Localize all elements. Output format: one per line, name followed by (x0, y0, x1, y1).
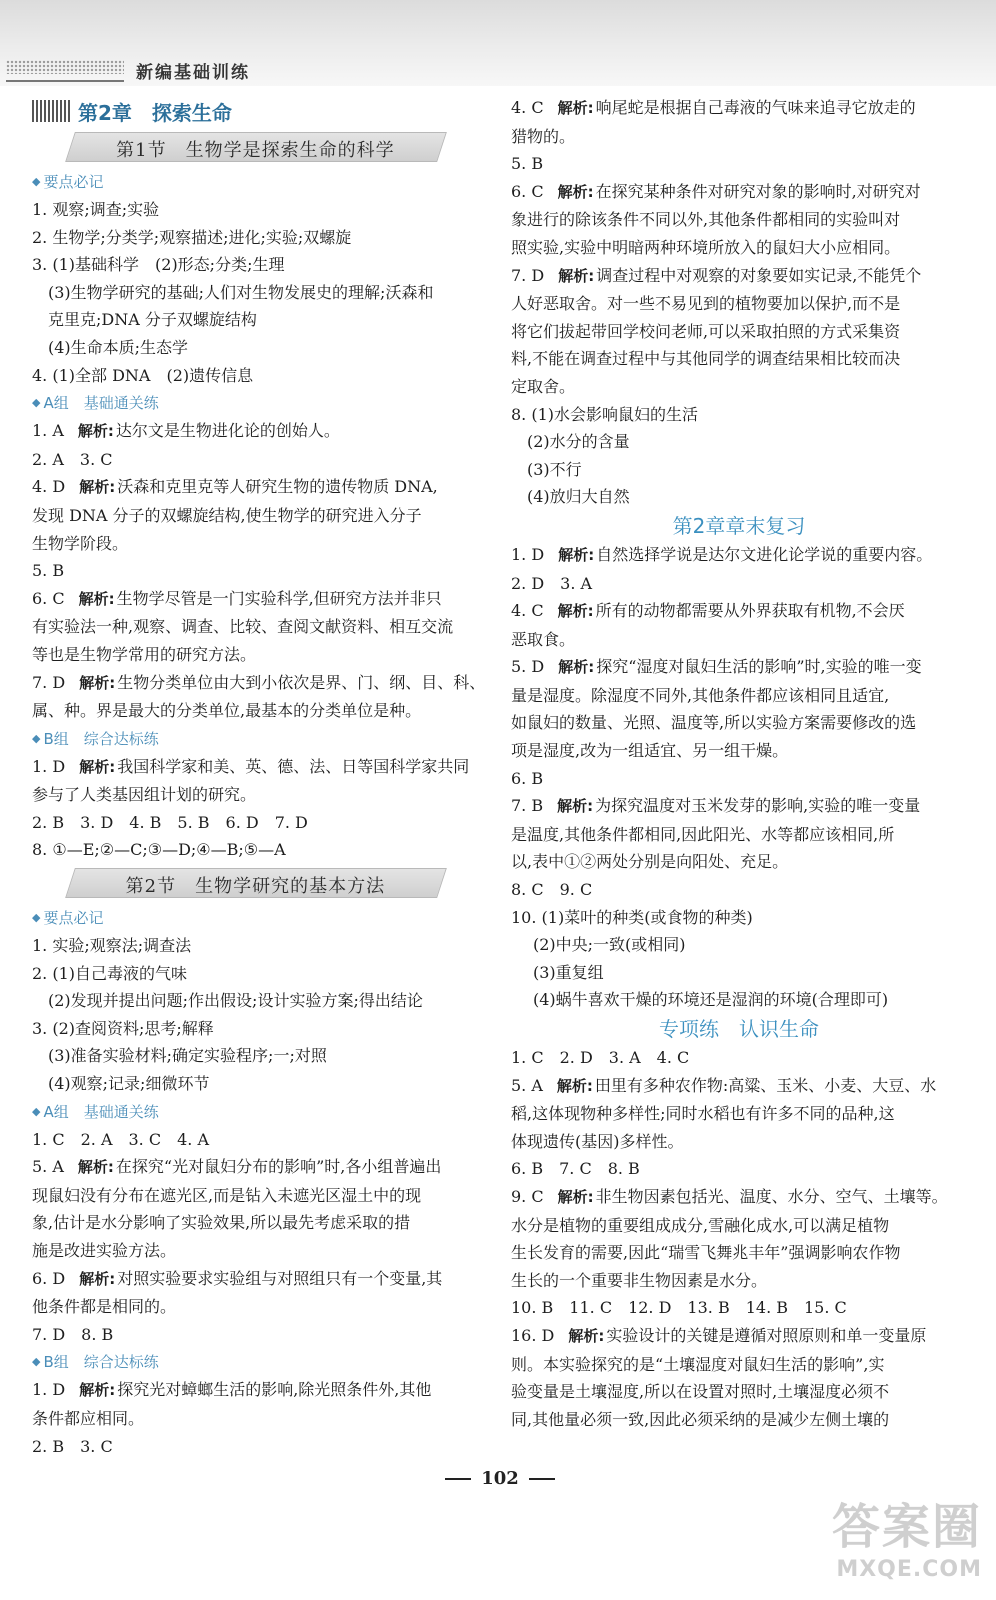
answer-key: 9. C (511, 1186, 544, 1206)
explanation-line: 等也是生物学常用的研究方法。 (32, 644, 257, 664)
answer-key: 5. A (32, 1157, 64, 1177)
explanation-text: 我国科学家和美、英、德、法、日等国科学家共同 (117, 756, 470, 776)
page-number (430, 1468, 570, 1489)
explanation-text: 所有的动物都需要从外界获取有机物,不会厌 (595, 601, 905, 621)
subheading-label: A组 基础通关练 (43, 394, 159, 413)
answer-line (511, 792, 967, 821)
answer-key: 7. B (511, 796, 544, 816)
explanation-label: 解析: (77, 422, 114, 441)
chapter-title: 第2章 探索生命 (78, 100, 232, 125)
explanation-line: 参与了人类基因组计划的研究。 (32, 785, 257, 805)
explanation-text: 沃森和克里克等人研究生物的遗传物质 DNA, (117, 477, 438, 497)
answer-line: 2. B 3. C (32, 1436, 113, 1456)
answer-line (32, 753, 492, 782)
diamond-icon: ◆ (32, 396, 41, 410)
explanation-line: 将它们拔起带回学校问老师,可以采取拍照的方式采集资 (511, 321, 901, 341)
explanation-line: 发现 DNA 分子的双螺旋结构,使生物学的研究进入分子 (32, 505, 422, 525)
answer-line (511, 1072, 967, 1101)
answer-key: 7. D (32, 672, 66, 692)
explanation-text: 达尔文是生物进化论的创始人。 (115, 421, 340, 441)
explanation-label: 解析: (79, 1381, 116, 1400)
explanation-text: 生物分类单位由大到小依次是界、门、纲、目、科、 (117, 672, 486, 692)
left-column (32, 94, 492, 1460)
answer-line: 2. B 3. D 4. B 5. B 6. D 7. D (32, 812, 308, 832)
page-number-dash (445, 1478, 471, 1480)
explanation-label: 解析: (79, 757, 116, 776)
explanation-label: 解析: (79, 1269, 116, 1288)
answer-line: 6. B 7. C 8. B (511, 1159, 640, 1179)
explanation-text: 生物学尽管是一门实验科学,但研究方法并非只 (116, 588, 442, 608)
section-banner-1 (65, 132, 447, 162)
explanation-text: 调查过程中对观察的对象要如实记录,不能凭个 (596, 265, 922, 285)
explanation-line: 生长发育的需要,因此“瑞雪飞舞兆丰年”强调影响农作物 (511, 1243, 901, 1263)
answer-line: 1. C 2. A 3. C 4. A (32, 1129, 210, 1149)
explanation-label: 解析: (557, 602, 594, 621)
section-banner-2 (65, 868, 447, 898)
explanation-label: 解析: (557, 182, 594, 201)
diamond-icon: ◆ (32, 175, 41, 188)
answer-key: 1. A (32, 421, 64, 441)
explanation-text: 为探究温度对玉米发芽的影响,实验的唯一变量 (595, 796, 921, 816)
page-number-text: 102 (481, 1468, 519, 1489)
chapter-heading (32, 94, 492, 128)
explanation-label: 解析: (558, 266, 595, 285)
answer-key: 1. D (32, 1380, 66, 1400)
answer-line (32, 1376, 492, 1405)
watermark-url: MXQE.COM (836, 1557, 982, 1582)
answer-line: (2)中央;一致(或相同) (533, 935, 686, 955)
explanation-label: 解析: (79, 478, 116, 497)
explanation-text: 响尾蛇是根据自己毒液的气味来追寻它放走的 (595, 98, 916, 117)
answer-line (32, 1153, 492, 1182)
review-title: 第2章章末复习 (672, 513, 806, 538)
section-title-1: 第1节 生物学是探索生命的科学 (116, 140, 395, 161)
explanation-line: 是温度,其他条件都相同,因此阳光、水等都应该相同,所 (511, 824, 895, 844)
diamond-icon: ◆ (32, 731, 41, 745)
explanation-line: 稻,这体现物种多样性;同时水稻也有许多不同的品种,这 (511, 1104, 895, 1124)
explanation-label: 解析: (558, 545, 595, 564)
subheading-label: A组 基础通关练 (43, 1102, 159, 1121)
explanation-text: 非生物因素包括光、温度、水分、空气、土壤等。 (595, 1186, 948, 1206)
explanation-text: 实验设计的关键是遵循对照原则和单一变量原 (606, 1325, 927, 1345)
subheading-key-points (32, 168, 492, 196)
watermark-logo: 答案圈 (831, 1499, 982, 1555)
answer-line (511, 653, 967, 682)
subheading-label: B组 综合达标练 (43, 729, 159, 748)
answer-line: 1. 实验;观察法;调查法 (32, 936, 192, 956)
answer-line (32, 473, 492, 502)
explanation-line: 项是湿度,改为一组适宜、另一组干燥。 (511, 741, 789, 761)
page-number-dash (529, 1478, 555, 1480)
answer-line: (3)准备实验材料;确定实验程序;一;对照 (48, 1046, 327, 1066)
answer-key: 5. A (511, 1075, 543, 1095)
explanation-label: 解析: (79, 673, 116, 692)
explanation-line: 人好恶取舍。对一些不易见到的植物要加以保护,而不是 (511, 294, 901, 314)
answer-line: 8. C 9. C (511, 880, 593, 900)
answer-line (511, 1183, 967, 1212)
answer-line: 4. (1)全部 DNA (2)遗传信息 (32, 365, 254, 385)
explanation-text: 探究“湿度对鼠妇生活的影响”时,实验的唯一变 (596, 657, 922, 677)
subheading-group-b (32, 725, 492, 753)
explanation-text: 在探究“光对鼠妇分布的影响”时,各小组普遍出 (115, 1157, 442, 1177)
answer-line (511, 262, 967, 291)
answer-line (511, 597, 967, 626)
answer-line: 8. (1)水会影响鼠妇的生活 (511, 404, 699, 424)
subheading-label: B组 综合达标练 (43, 1353, 159, 1372)
answer-line: 10. (1)菜叶的种类(或食物的种类) (511, 907, 753, 927)
answer-line: (3)重复组 (533, 962, 604, 982)
answer-line: 8. ①—E;②—C;③—D;④—B;⑤—A (32, 840, 286, 860)
explanation-label: 解析: (557, 797, 594, 816)
section-title-2: 第2节 生物学研究的基本方法 (125, 876, 386, 898)
explanation-line: 现鼠妇没有分布在遮光区,而是钻入未遮光区湿土中的现 (32, 1185, 422, 1205)
explanation-text: 探究光对蟑螂生活的影响,除光照条件外,其他 (117, 1380, 432, 1400)
watermark (832, 1488, 982, 1582)
answer-line (32, 585, 492, 614)
answer-line: 2. 生物学;分类学;观察描述;进化;实验;双螺旋 (32, 227, 352, 247)
subheading-group-b-2 (32, 1348, 492, 1376)
answer-key: 6. C (511, 181, 544, 201)
diamond-icon: ◆ (32, 1355, 41, 1369)
answer-line: 1. 观察;调查;实验 (32, 200, 160, 219)
explanation-line: 量是湿度。除湿度不同外,其他条件都应该相同且适宜, (511, 685, 890, 705)
answer-key: 6. D (32, 1268, 66, 1288)
explanation-line: 猎物的。 (511, 126, 576, 146)
header-rule (6, 80, 124, 82)
subheading-label: 要点必记 (43, 173, 104, 191)
explanation-line: 象,估计是水分影响了实验效果,所以最先考虑采取的措 (32, 1213, 411, 1233)
answer-key: 4. C (511, 601, 544, 621)
series-title: 新编基础训练 (136, 63, 250, 83)
explanation-label: 解析: (556, 1076, 593, 1095)
explanation-line: 水分是植物的重要组成成分,雪融化成水,可以满足植物 (511, 1215, 890, 1235)
explanation-line: 他条件都是相同的。 (32, 1297, 177, 1317)
answer-line: (2)发现并提出问题;作出假设;设计实验方案;得出结论 (48, 991, 423, 1011)
answer-key: 5. D (511, 657, 545, 677)
explanation-text: 田里有多种农作物:高粱、玉米、小麦、大豆、水 (594, 1075, 937, 1095)
explanation-label: 解析: (557, 99, 594, 117)
subheading-label: 要点必记 (43, 909, 104, 928)
answer-line (32, 1265, 492, 1294)
header-dot-pattern (6, 60, 124, 74)
answer-line: 1. C 2. D 3. A 4. C (511, 1048, 690, 1067)
explanation-line: 条件都应相同。 (32, 1408, 145, 1428)
explanation-label: 解析: (77, 1158, 114, 1177)
special-title: 专项练 认识生命 (659, 1017, 819, 1041)
answer-line: (3)不行 (527, 459, 582, 479)
answer-line (511, 1322, 967, 1351)
answer-line (511, 541, 967, 570)
answer-line: 7. D 8. B (32, 1324, 114, 1344)
subheading-group-a-2 (32, 1098, 492, 1126)
answer-key: 1. D (32, 756, 66, 776)
answer-line: (4)生命本质;生态学 (48, 337, 189, 357)
explanation-line: 定取舍。 (511, 376, 576, 396)
answer-line: 2. D 3. A (511, 573, 593, 593)
answer-line: (4)蜗牛喜欢干燥的环境还是湿润的环境(合理即可) (533, 990, 889, 1010)
explanation-text: 自然选择学说是达尔文进化论学说的重要内容。 (596, 544, 933, 564)
explanation-label: 解析: (558, 658, 595, 677)
answer-key: 6. C (32, 588, 65, 608)
explanation-label: 解析: (557, 1187, 594, 1206)
answer-key: 7. D (511, 265, 545, 285)
explanation-line: 生长的一个重要非生物因素是水分。 (511, 1270, 768, 1290)
answer-line: (2)水分的含量 (527, 432, 630, 452)
answer-line (511, 94, 967, 123)
answer-line: 5. B (32, 561, 65, 581)
answer-line: 3. (1)基础科学 (2)形态;分类;生理 (32, 255, 285, 275)
explanation-line: 验变量是土壤湿度,所以在设置对照时,土壤湿度必须不 (511, 1382, 890, 1402)
explanation-line: 有实验法一种,观察、调查、比较、查阅文献资料、相互交流 (32, 617, 454, 637)
answer-line (511, 178, 967, 207)
answer-line: (3)生物学研究的基础;人们对生物发展史的理解;沃森和 (48, 282, 434, 302)
answer-line (32, 417, 492, 446)
answer-line: 5. B (511, 154, 544, 174)
explanation-line: 恶取食。 (511, 629, 576, 649)
explanation-line: 象进行的除该条件不同以外,其他条件都相同的实验叫对 (511, 210, 901, 230)
answer-key: 16. D (511, 1325, 555, 1345)
answer-line: 2. A 3. C (32, 449, 113, 469)
answer-line (32, 669, 492, 698)
right-column (511, 94, 967, 1433)
diamond-icon: ◆ (32, 1104, 41, 1118)
subheading-group-a (32, 389, 492, 417)
answer-line: 3. (2)查阅资料;思考;解释 (32, 1018, 214, 1038)
explanation-label: 解析: (78, 589, 115, 608)
explanation-line: 料,不能在调查过程中与其他同学的调查结果相比较而决 (511, 349, 901, 369)
answer-key: 4. C (511, 98, 544, 117)
explanation-line: 属、种。界是最大的分类单位,最基本的分类单位是种。 (32, 701, 422, 721)
explanation-line: 生物学阶段。 (32, 533, 129, 553)
chapter-bars-icon (32, 100, 70, 122)
explanation-line: 同,其他量必须一致,因此必须采纳的是减少左侧土壤的 (511, 1409, 890, 1429)
explanation-line: 如鼠妇的数量、光照、温度等,所以实验方案需要修改的选 (511, 713, 917, 733)
answer-line: 10. B 11. C 12. D 13. B 14. B 15. C (511, 1298, 847, 1318)
explanation-text: 在探究某种条件对研究对象的影响时,对研究对 (595, 181, 921, 201)
answer-line: (4)放归大自然 (527, 487, 630, 507)
diamond-icon: ◆ (32, 911, 41, 925)
answer-line: 2. (1)自己毒液的气味 (32, 963, 188, 983)
explanation-line: 施是改进实验方法。 (32, 1241, 177, 1260)
answer-line: 6. B (511, 768, 544, 788)
subheading-key-points-2 (32, 904, 492, 932)
answer-key: 1. D (511, 544, 545, 564)
answer-line: (4)观察;记录;细微环节 (48, 1074, 210, 1094)
explanation-line: 以,表中①②两处分别是向阳处、充足。 (511, 852, 789, 872)
explanation-text: 对照实验要求实验组与对照组只有一个变量,其 (117, 1268, 443, 1288)
explanation-line: 照实验,实验中明暗两种环境所放入的鼠妇大小应相同。 (511, 237, 901, 257)
explanation-label: 解析: (568, 1326, 605, 1345)
explanation-line: 体现遗传(基因)多样性。 (511, 1131, 684, 1151)
answer-line: 克里克;DNA 分子双螺旋结构 (48, 310, 257, 330)
answer-key: 4. D (32, 477, 66, 497)
explanation-line: 则。本实验探究的是“土壤湿度对鼠妇生活的影响”,实 (511, 1354, 885, 1374)
